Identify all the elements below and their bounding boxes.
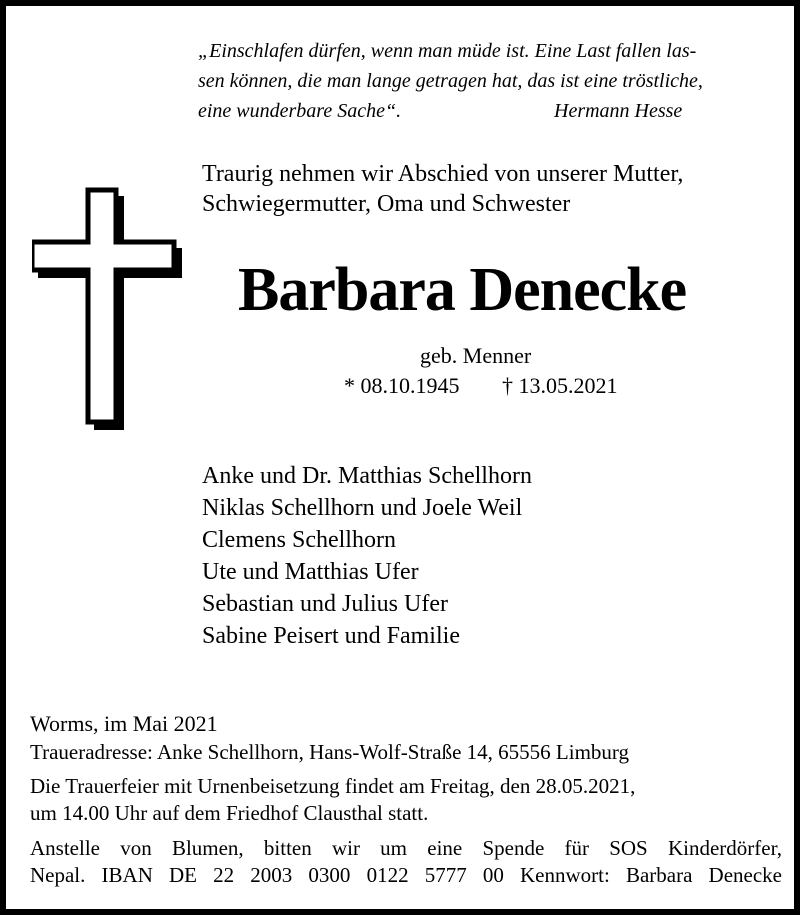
intro-line-1: Traurig nehmen wir Abschied von unserer Mutter, — [202, 161, 684, 187]
family-member: Sebastian und Julius Ufer — [202, 591, 448, 617]
quote-author: Hermann Hesse — [554, 100, 683, 122]
maiden-name: geb. Menner — [420, 343, 532, 368]
family-member: Anke und Dr. Matthias Schellhorn — [202, 463, 532, 489]
quote-line-2: sen können, die man lange getragen hat, das ist eine tröstliche, — [198, 70, 703, 92]
intro-line-2: Schwiegermutter, Oma und Schwester — [202, 191, 571, 217]
quote-line-1: „Einschlafen dürfen, wenn man müde ist. Eine Last fallen las- — [198, 40, 697, 62]
family-member: Ute und Matthias Ufer — [202, 559, 419, 585]
place-date: Worms, im Mai 2021 — [30, 711, 218, 736]
family-member: Sabine Peisert und Familie — [202, 623, 460, 649]
death-date: † 13.05.2021 — [502, 373, 618, 398]
donation-line-2: Nepal. IBAN DE 22 2003 0300 0122 5777 00 Kennwort: Barbara Denecke — [30, 863, 782, 887]
service-line-1: Die Trauerfeier mit Urnenbeisetzung findet am Freitag, den 28.05.2021, — [30, 774, 636, 798]
donation-line-1: Anstelle von Blumen, bitten wir um eine Spende für SOS Kinderdörfer, — [30, 836, 782, 860]
family-member: Niklas Schellhorn und Joele Weil — [202, 495, 523, 521]
service-line-2: um 14.00 Uhr auf dem Friedhof Clausthal statt. — [30, 801, 429, 825]
quote-line-3: eine wunderbare Sache“. — [198, 100, 402, 122]
deceased-name: Barbara Denecke — [238, 256, 687, 324]
cross-icon — [32, 186, 188, 436]
family-member: Clemens Schellhorn — [202, 527, 396, 553]
birth-date: * 08.10.1945 — [344, 373, 460, 398]
mourning-address: Traueradresse: Anke Schellhorn, Hans-Wolf-Straße 14, 65556 Limburg — [30, 740, 630, 764]
